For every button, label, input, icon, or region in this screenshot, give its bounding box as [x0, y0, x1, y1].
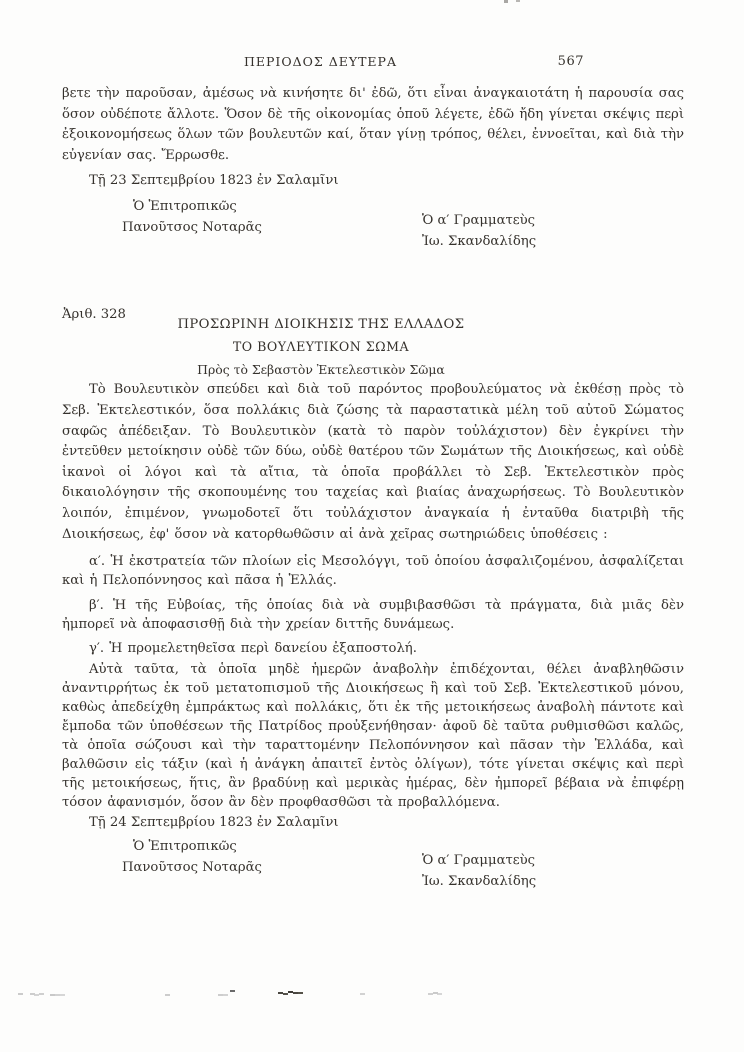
running-header	[62, 54, 684, 72]
signatory-role: Ὁ Ἐπιτροπικῶς	[133, 839, 237, 855]
list-item-beta: β′. Ἡ τῆς Εὐβοίας, τῆς ὁποίας διὰ νὰ συμβιβασθῶσι τὰ πράγματα, διὰ μιᾶς δὲν ἠμπορεῖ νὰ ἀποφασισθῇ διὰ τὴν χρείαν διττῆς δυνάμεως.	[62, 597, 684, 632]
signatory-right	[422, 210, 536, 252]
dateline-23-september-1823: Τῇ 23 Σεπτεμβρίου 1823 ἐν Σαλαμῖνι	[89, 173, 339, 189]
list-item-gamma: γ′. Ἡ προμελετηθεῖσα περὶ δανείου ἐξαποστολή.	[89, 641, 417, 657]
document-328-heading	[62, 304, 684, 377]
letterhead-title: ΠΡΟΣΩΡΙΝΗ ΔΙΟΙΚΗΣΙΣ ΤΗΣ ΕΛΛΑΔΟΣ	[177, 317, 465, 333]
signatory-left	[122, 196, 262, 238]
page-content-column	[62, 0, 684, 906]
list-item-alpha: α′. Ἡ ἐκστρατεία τῶν πλοίων εἰς Μεσολόγγι, τοῦ ὁποίου ἀσφαλιζομένου, ἀσφαλίζεται καὶ ἡ Πελοπόννησος καὶ πᾶσα ἡ Ἑλλάς.	[62, 554, 684, 588]
signatory-role: Ὁ Ἐπιτροπικῶς	[133, 199, 237, 215]
previous-letter-closing-paragraph: βετε τὴν παροῦσαν, ἀμέσως νὰ κινήσητε δι' ἐδῶ, ὅτι εἶναι ἀναγκαιοτάτη ἡ παρουσία σας ὅσον οὐδέποτε ἄλλοτε. Ὅσον δὲ τῆς οἰκονομίας ὁποῦ λέγετε, ἐδῶ ἤδη γίνεται σκέψις περὶ ἐξοικονομήσεως ὅλων τῶν βουλευτῶν καί, ὅταν γίνῃ τρόπος, θέλει, ἐννοεῖται, καὶ διὰ τὴν εὐγενίαν σας. Ἔρρωσθε.	[62, 86, 684, 163]
document-paragraph-2: Αὐτὰ ταῦτα, τὰ ὁποῖα μηδὲ ἡμερῶν ἀναβολὴν ἐπιδέχονται, θέλει ἀναβληθῶσιν ἀναντιρρήτως ἐκ τοῦ μετατοπισμοῦ τῆς Διοικήσεως ἢ καὶ τοῦ Σεβ. Ἐκτελεστικοῦ μόνου, καθὼς ἀπεδείχθη ἐμπράκτως καὶ πολλάκις, ὅτι ἐκ τῆς μετοικήσεως ἀναβολὴ πάντοτε καὶ ἔμποδα τῶν ὑποθέσεων τῆς Πατρίδος προὐξενήθησαν· ἀφοῦ δὲ ταῦτα ρυθμισθῶσι καλῶς, τὰ ὁποῖα σώζουσι καὶ τὴν ταραττομένην Πελοπόννησον καὶ πᾶσαν τὴν Ἑλλάδα, καὶ βαλθῶσιν εἰς τάξιν (καὶ ἡ ἀνάγκη ἀπαιτεῖ ἐντὸς ὀλίγων), τότε γίνεται σκέψις καὶ περὶ τῆς μετοικήσεως, ἥτις, ἂν βραδύνῃ καὶ μερικὰς ἡμέρας, δὲν ἠμπορεῖ βέβαια νὰ ἐπιφέρῃ τόσον ἀφανισμόν, ὅσον ἂν δὲν προφθασθῶσι τὰ προβαλλόμενα.	[62, 662, 684, 811]
running-header-title: ΠΕΡΙΟΔΟΣ ΔΕΥΤΕΡΑ	[243, 54, 397, 69]
page-number: 567	[557, 54, 584, 69]
signatory-name: Πανοῦτσος Νοταρᾶς	[122, 860, 262, 876]
salutation-line: Πρὸς τὸ Σεβαστὸν Ἐκτελεστικὸν Σῶμα	[197, 362, 445, 378]
signatory-name: Ἰω. Σκανδαλίδης	[422, 234, 537, 250]
signatory-name: Πανοῦτσος Νοταρᾶς	[122, 220, 262, 236]
document-number: Ἀριθ. 328	[62, 307, 126, 323]
document-paragraph-1: Τὸ Βουλευτικὸν σπεύδει καὶ διὰ τοῦ παρόντος προβουλεύματος νὰ ἐκθέσῃ πρὸς τὸ Σεβ. Ἐκτελεστικόν, ὅσα πολλάκις διὰ ζώσης τὰ παραστατικὰ μέλη τοῦ αὐτοῦ Σώματος σαφῶς ἀπέδειξαν. Τὸ Βουλευτικὸν (κατὰ τὸ παρὸν τοὐλάχιστον) δὲν ἐγκρίνει τὴν ἐντεῦθεν μετοίκησιν οὐδὲ τῶν δύω, οὐδὲ θατέρου τῶν Σωμάτων τῆς Διοικήσεως, καὶ οὐδὲ ἱκανοὶ οἱ λόγοι καὶ τὰ αἴτια, τὰ ὁποῖα προβάλλει τὸ Σεβ. Ἐκτελεστικὸν πρὸς δικαιολόγησιν τῆς σκοπουμένης του ταχείας καὶ βιαίας ἀναχωρήσεως. Τὸ Βουλευτικὸν λοιπόν, ἐπιμένον, γνωμοδοτεῖ ὅτι τοὐλάχιστον ἀναγκαία ἡ ἐνταῦθα διατριβὴ τῆς Διοικήσεως, ἐφ' ὅσον νὰ κατορθωθῶσιν αἱ ἀνὰ χεῖρας σωτηριώδεις ὑποθέσεις :	[62, 382, 684, 542]
signature-block-2	[62, 834, 684, 906]
numbered-items-list	[62, 553, 684, 659]
issuing-body-title: ΤΟ ΒΟΥΛΕΥΤΙΚΟΝ ΣΩΜΑ	[232, 339, 410, 355]
signature-block-1	[62, 194, 684, 266]
scan-noise-bottom	[18, 993, 23, 995]
signatory-right	[422, 850, 536, 892]
signatory-role: Ὁ α′ Γραμματεὺς	[422, 853, 536, 869]
signatory-role: Ὁ α′ Γραμματεὺς	[422, 213, 536, 229]
dateline-24-september-1823: Τῇ 24 Σεπτεμβρίου 1823 ἐν Σαλαμῖνι	[89, 815, 339, 831]
signatory-name: Ἰω. Σκανδαλίδης	[422, 874, 537, 890]
signatory-left	[122, 836, 262, 878]
